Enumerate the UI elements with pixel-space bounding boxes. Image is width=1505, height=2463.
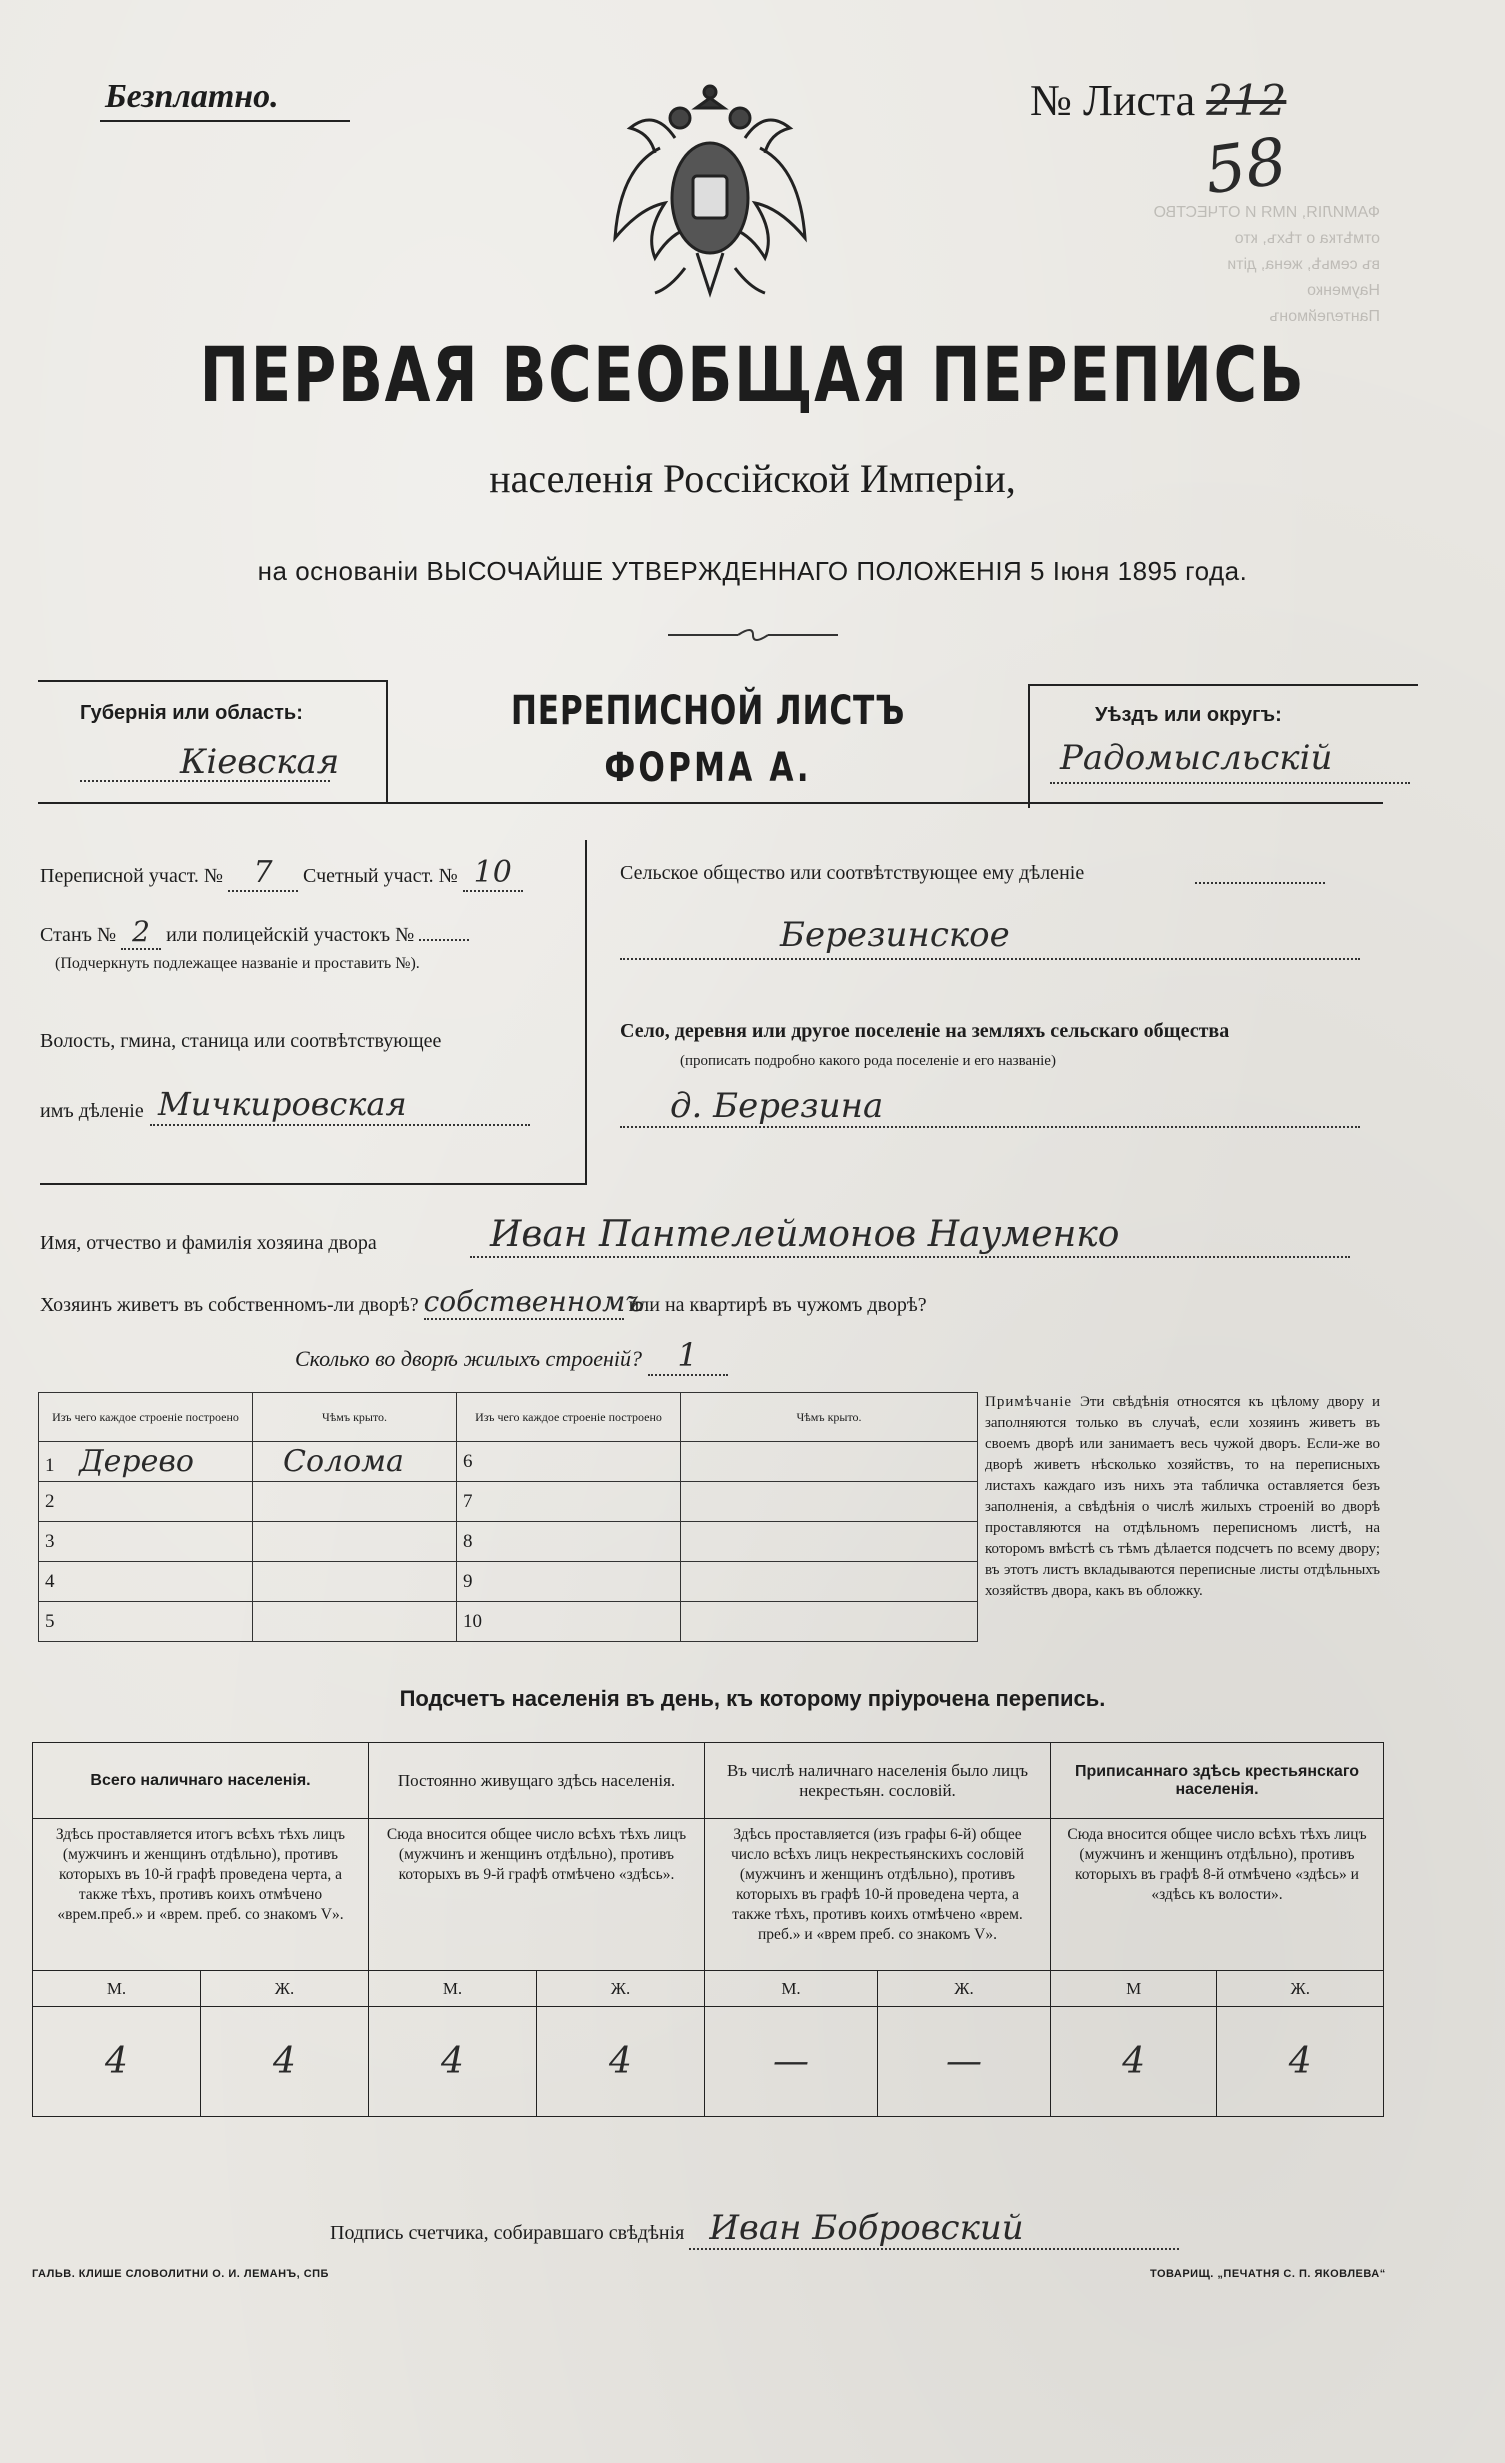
owner-lives-label: Хозяинъ живетъ въ собственномъ-ли дворѣ? [40,1294,419,1316]
village-value: д. Березина [670,1086,884,1126]
free-label: Безплатно. [105,78,279,115]
table-row [39,1482,978,1522]
sheet-number-struck: 212 [1206,76,1287,125]
owner-name-label: Имя, отчество и фамилія хозяина двора [40,1232,377,1254]
sheet-number [1030,75,1286,126]
table-cell [39,1442,253,1482]
rule [38,802,1383,804]
rule [1028,684,1418,686]
police-value-line [419,939,469,941]
gubernia-value: Кіевская [180,742,340,782]
rule [585,840,587,1185]
page-title: ПЕРВАЯ ВСЕОБЩАЯ ПЕРЕПИСЬ [199,330,1306,419]
free-underline [100,120,350,122]
owner-name-value: Иван Пантелеймонов Науменко [490,1214,1120,1255]
table-row [39,1522,978,1562]
col-nonpeasant-desc: Здѣсь проставляется (изъ графы 6-й) общее число всѣхъ лицъ некрестьянскихъ сословій (мужчинъ и женщинъ отдѣльно), противъ которыхъ въ графѣ 10-й проведена черта, а также тѣхъ, противъ коихъ отмѣчено «врем. преб.» и «врем преб. со знакомъ V». [705,1819,1051,1971]
subtitle: населенія Россійской Имперіи, [489,456,1016,501]
roof-value [681,1442,978,1482]
permanent-f-value: 4 [537,2007,705,2117]
buildings-label: Сколько во дворѣ жилыхъ строеній? [295,1346,642,1371]
census-area-value: 7 [228,855,298,892]
table-row [39,1562,978,1602]
roof-value [253,1482,457,1522]
row-number: 4 [39,1562,253,1602]
roof-value: Солома [253,1442,457,1482]
buildings-value: 1 [648,1336,728,1376]
sheet-number-new: 58 [1200,124,1292,210]
ornament-divider [668,628,838,642]
count-heading: Подсчетъ населенія въ день, къ которому пріурочена перепись. [399,1686,1106,1711]
f-label: Ж. [201,1971,369,2007]
col-roof-left: Чѣмъ крыто. [253,1393,457,1442]
underline-note: (Подчеркнуть подлежащее названіе и проставить №). [55,955,420,972]
society-label: Сельское общество или соотвѣтствующее ему дѣленіе [620,862,1085,884]
uezd-value: Радомысльскій [1060,738,1333,778]
material-value: Дерево [79,1444,194,1479]
roof-value [253,1602,457,1642]
col-roof-right: Чѣмъ крыто. [681,1393,978,1442]
peasant-f-value: 4 [1217,2007,1384,2117]
permanent-m-value: 4 [369,2007,537,2117]
row-number: 8 [457,1522,681,1562]
buildings-row [295,1336,728,1376]
count-sex-row [33,1971,1384,2007]
uezd-label: Уѣздъ или округъ: [1095,704,1282,726]
village-label: Село, деревня или другое поселеніе на земляхъ сельскаго общества [620,1020,1230,1042]
owner-lives-tail: или на квартирѣ въ чужомъ дворѣ? [628,1294,927,1316]
stan-label: Станъ № [40,924,117,946]
col-peasant-desc: Сюда вносится общее число всѣхъ тѣхъ лицъ (мужчинъ и женщинъ отдѣльно), противъ которыхъ въ графѣ 8-й отмѣчено «здѣсь» и «здѣсь къ волости». [1051,1819,1384,1971]
roof-value [253,1522,457,1562]
double-headed-eagle-emblem [605,78,815,318]
form-name-line1: ПЕРЕПИСНОЙ ЛИСТЪ [510,688,906,734]
owner-lives-value: собственномъ [423,1285,644,1318]
row-number: 6 [457,1442,681,1482]
note-title: Примѣчаніе [985,1394,1073,1410]
census-area-row [40,855,523,892]
buildings-table [38,1392,978,1642]
volost-value: Мичкировская [158,1085,407,1123]
m-label: М. [705,1971,878,2007]
owner-name-line [470,1256,1350,1258]
peasant-m-value: 4 [1051,2007,1217,2117]
rule [386,680,388,804]
f-label: Ж. [1217,1971,1384,2007]
col-permanent-desc: Сюда вносится общее число всѣхъ тѣхъ лицъ (мужчинъ и женщинъ отдѣльно), противъ которыхъ въ 9-й графѣ отмѣчено «здѣсь». [369,1819,705,1971]
rule [1028,684,1030,808]
bleed-through-text: ФАМИЛІЯ, ИМЯ И ОТЧЕСТВО отмѣтка о тѣхъ, кто въ семьѣ, жена, діти Науменко Пантелеймонъ [1153,204,1380,325]
f-label: Ж. [537,1971,705,2007]
roof-value [253,1562,457,1602]
census-area-label: Переписной участ. № [40,865,224,887]
buildings-note [985,1392,1380,1602]
total-m-value: 4 [33,2007,201,2117]
rule [38,680,388,682]
signature-row [330,2208,1179,2250]
f-label: Ж. [878,1971,1051,2007]
count-title-row [33,1743,1384,1819]
rule [40,1183,585,1185]
signature-value: Иван Бобровский [689,2208,1179,2250]
roof-value [681,1562,978,1602]
gubernia-label: Губернія или область: [80,702,303,724]
footer-left: ГАЛЬВ. КЛИШЕ СЛОВОЛИТНИ О. И. ЛЕМАНЪ, СПБ [32,2268,329,2280]
nonpeasant-f-value: — [878,2007,1051,2117]
roof-value [681,1482,978,1522]
stan-value: 2 [121,915,161,950]
m-label: М [1051,1971,1217,2007]
col-material-right: Изъ чего каждое строеніе построено [457,1393,681,1442]
row-number: 5 [39,1602,253,1642]
row-number: 2 [39,1482,253,1522]
volost-label-2: имъ дѣленіе [40,1100,144,1122]
volost-line [150,1124,530,1126]
roof-value [681,1602,978,1642]
uezd-line [1050,782,1410,784]
total-f-value: 4 [201,2007,369,2117]
volost-label-1: Волость, гмина, станица или соотвѣтствующее [40,1030,442,1052]
society-line [620,958,1360,960]
row-number: 9 [457,1562,681,1602]
roof-value [681,1522,978,1562]
row-number: 7 [457,1482,681,1522]
count-area-label: Счетный участ. № [303,865,458,887]
nonpeasant-m-value: — [705,2007,878,2117]
col-peasant-title: Приписаннаго здѣсь крестьянскаго населенія. [1051,1743,1384,1819]
col-nonpeasant-title: Въ числѣ наличнаго населенія было лицъ некрестьян. сословій. [705,1743,1051,1819]
count-value-row [33,2007,1384,2117]
society-value: Березинское [780,915,1010,955]
sheet-number-label: № Листа [1030,76,1196,125]
col-total-title: Всего наличнаго населенія. [33,1743,369,1819]
row-number: 10 [457,1602,681,1642]
note-text: Эти свѣдѣнія относятся къ цѣлому двору и заполняются только въ случаѣ, если хозяинъ живетъ въ своемъ дворѣ или занимаетъ весь чужой дворъ. Если-же во дворѣ живетъ нѣсколько хозяйствъ, то на переписныхъ листахъ каждаго изъ нихъ эта табличка оставляется безъ заполненія, а свѣдѣнія о числѣ жилыхъ строеній во дворѣ проставляются на отдѣльномъ переписномъ листѣ, на которомъ вмѣстѣ съ тѣмъ дѣлается подсчетъ по всему двору; въ этотъ листъ вкладываются переписные листы отдѣльныхъ хозяйствъ двора, какъ въ обложку. [985,1394,1380,1599]
m-label: М. [33,1971,201,2007]
village-line [620,1126,1360,1128]
row-number: 1 [45,1455,55,1476]
signature-label: Подпись счетчика, собиравшаго свѣдѣнія [330,2222,685,2244]
society-line-end [1195,882,1325,884]
population-count-table [32,1742,1384,2117]
owner-lives-row [40,1285,927,1320]
footer-right: ТОВАРИЩ. „ПЕЧАТНЯ С. П. ЯКОВЛЕВА“ [1150,2268,1386,2280]
m-label: М. [369,1971,537,2007]
col-material-left: Изъ чего каждое строеніе построено [39,1393,253,1442]
count-area-value: 10 [463,855,523,892]
count-desc-row [33,1819,1384,1971]
col-total-desc: Здѣсь проставляется итогъ всѣхъ тѣхъ лицъ (мужчинъ и женщинъ отдѣльно), противъ которыхъ въ 10-й графѣ проведена черта, а также тѣхъ, противъ коихъ отмѣчено «врем.преб.» и «врем. преб. со знакомъ V». [33,1819,369,1971]
row-number: 3 [39,1522,253,1562]
stan-row [40,915,469,950]
basis-line: на основаніи ВЫСОЧАЙШЕ УТВЕРЖДЕННАГО ПОЛОЖЕНІЯ 5 Іюня 1895 года. [257,556,1248,586]
form-name-line2: ФОРМА А. [604,745,812,791]
village-note: (прописать подробно какого рода поселеніе и его названіе) [680,1053,1056,1069]
table-row [39,1442,978,1482]
police-label: или полицейскій участокъ № [166,924,415,946]
table-row [39,1602,978,1642]
col-permanent-title: Постоянно живущаго здѣсь населенія. [369,1743,705,1819]
